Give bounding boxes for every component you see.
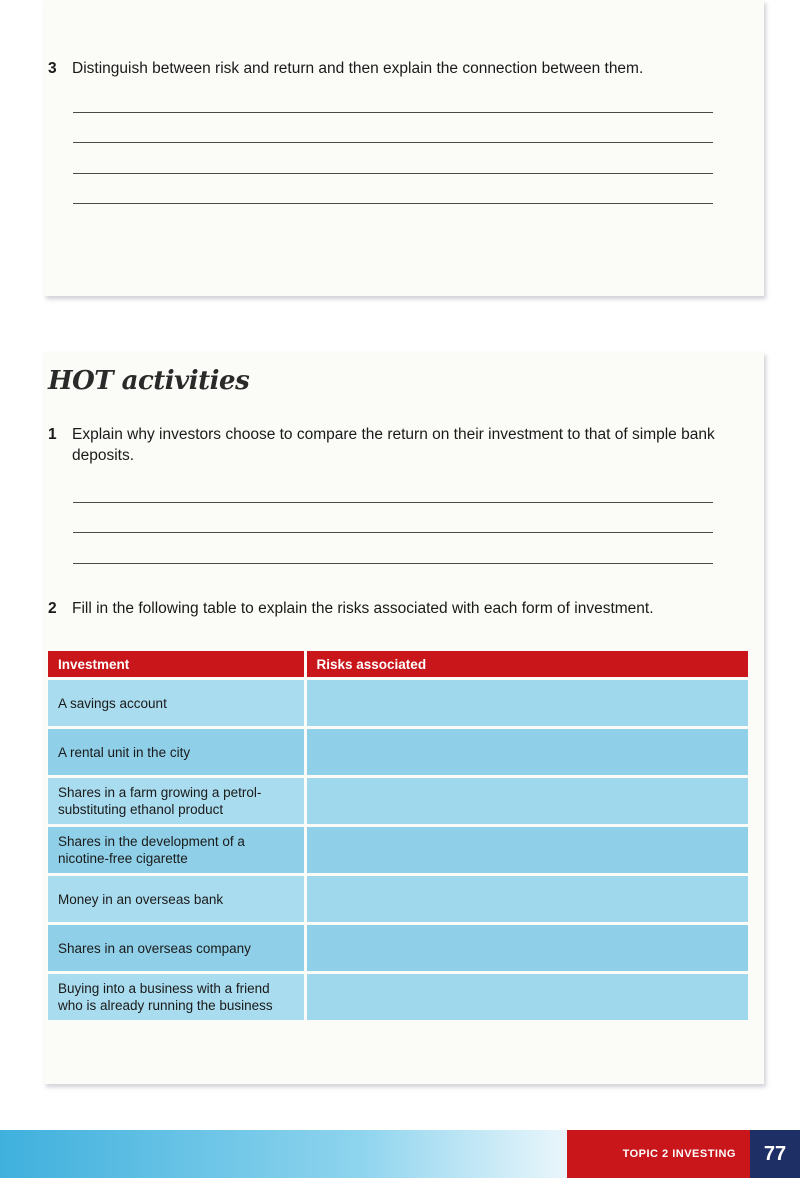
- table-header-row: [48, 651, 748, 679]
- topic-text: TOPIC 2 INVESTING: [622, 1148, 736, 1160]
- question-panel: [44, 0, 764, 296]
- investment-cell: Shares in the development of a nicotine-free cigarette: [48, 826, 305, 875]
- table-row: [48, 875, 748, 924]
- investment-cell: Shares in a farm growing a petrol-substituting ethanol product: [48, 777, 305, 826]
- page-number-text: 77: [763, 1142, 787, 1165]
- risk-answer-cell[interactable]: [305, 777, 748, 826]
- risk-answer-cell[interactable]: [305, 973, 748, 1021]
- question-text: Fill in the following table to explain the risks associated with each form of investment.: [72, 600, 654, 617]
- answer-line[interactable]: [73, 112, 713, 113]
- table-row: [48, 777, 748, 826]
- page-number: [750, 1130, 800, 1178]
- answer-line[interactable]: [73, 173, 713, 174]
- topic-label: [567, 1130, 750, 1178]
- question-number: 1: [48, 426, 57, 443]
- investment-risk-table: [48, 651, 748, 1020]
- investment-cell: A rental unit in the city: [48, 728, 305, 777]
- question-text: Distinguish between risk and return and then explain the connection between them.: [72, 60, 644, 77]
- question-number: 2: [48, 600, 57, 617]
- section-title: HOT activities: [48, 366, 250, 396]
- answer-line[interactable]: [73, 563, 713, 564]
- investment-cell: Buying into a business with a friend who is already running the business: [48, 973, 305, 1021]
- table-row: [48, 924, 748, 973]
- table-row: [48, 679, 748, 728]
- risk-answer-cell[interactable]: [305, 728, 748, 777]
- investment-cell: A savings account: [48, 679, 305, 728]
- header-investment: Investment: [48, 651, 305, 679]
- answer-line[interactable]: [73, 502, 713, 503]
- question-text: Explain why investors choose to compare the return on their investment to that of simple bank deposits.: [72, 426, 715, 464]
- table-row: [48, 826, 748, 875]
- header-risks: Risks associated: [305, 651, 748, 679]
- risk-answer-cell[interactable]: [305, 875, 748, 924]
- table-row: [48, 973, 748, 1021]
- risk-answer-cell[interactable]: [305, 924, 748, 973]
- answer-line[interactable]: [73, 203, 713, 204]
- question-number: 3: [48, 60, 57, 77]
- table-row: [48, 728, 748, 777]
- answer-line[interactable]: [73, 142, 713, 143]
- risk-answer-cell[interactable]: [305, 679, 748, 728]
- investment-cell: Shares in an overseas company: [48, 924, 305, 973]
- risk-answer-cell[interactable]: [305, 826, 748, 875]
- investment-cell: Money in an overseas bank: [48, 875, 305, 924]
- answer-line[interactable]: [73, 532, 713, 533]
